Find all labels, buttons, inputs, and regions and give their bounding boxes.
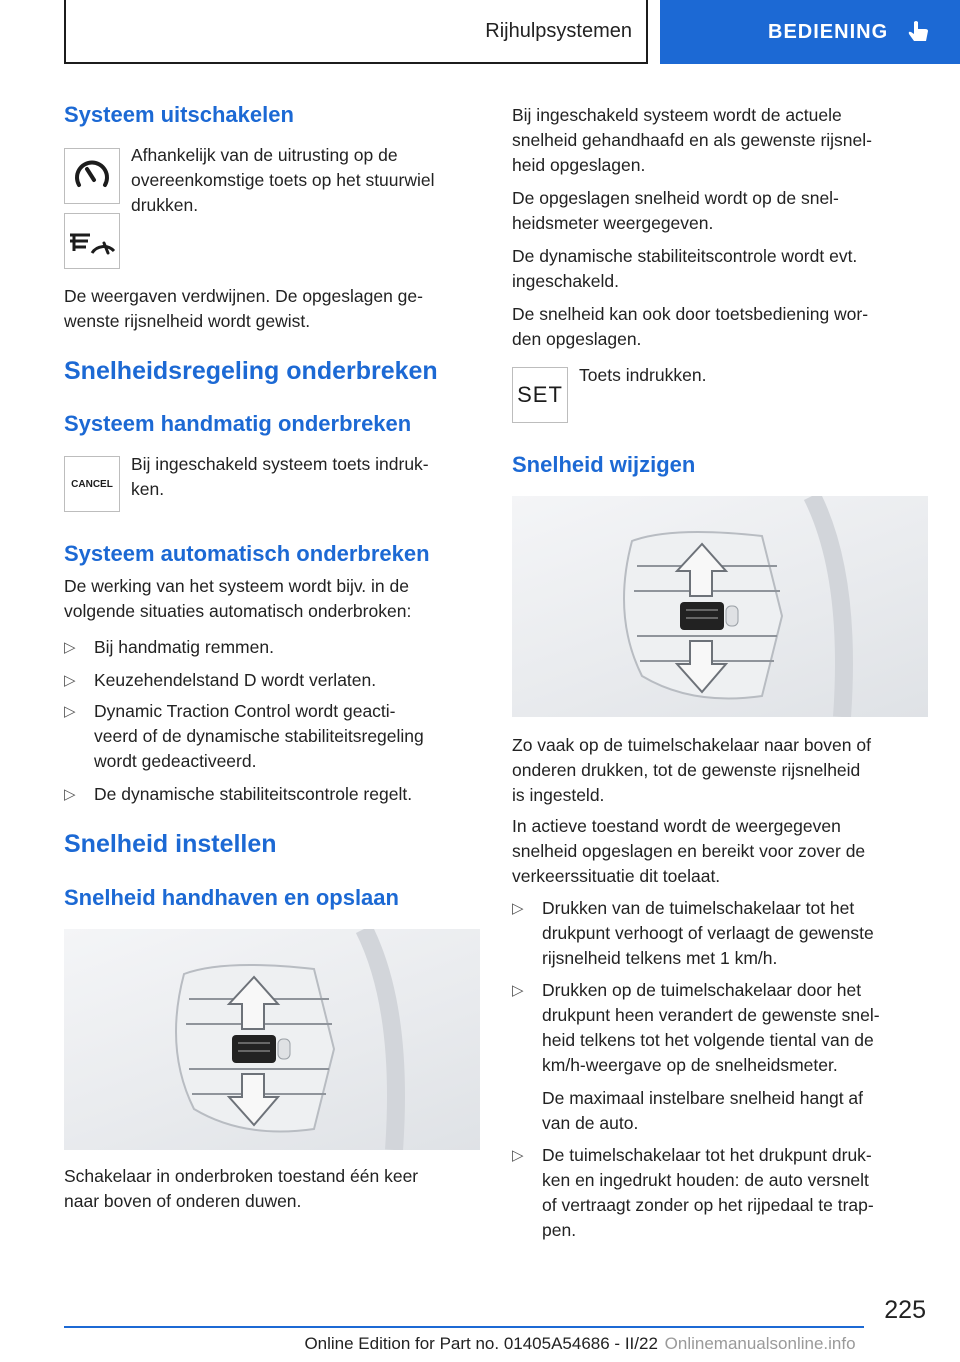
heading-snelheid-wijzigen: Snelheid wijzigen — [512, 452, 696, 477]
set-button-icon — [512, 367, 568, 423]
text-schakelaar: Schakelaar in onderbroken toestand één keer naar boven of onderen duwen. — [64, 1166, 419, 1211]
steering-wheel-switch-photo-left — [64, 929, 480, 1150]
bullet-triangle-icon: ▷ — [64, 786, 76, 803]
heading-snelheidsregeling-onderbreken: Snelheidsregeling onderbreken — [64, 357, 438, 385]
text-handmatig: Bij ingeschakeld systeem toets indruk- ken. — [131, 454, 429, 499]
text-actieve: In actieve toestand wordt de weergegeven snelheid opgeslagen en bereikt voor zover de verkeerssituatie dit toelaat. — [512, 816, 866, 886]
text-zovaak: Zo vaak op de tuimelschakelaar naar boven of onderen drukken, tot de gewenste rijsnelheid is ingesteld. — [512, 735, 871, 805]
heading-systeem-automatisch: Systeem automatisch onderbreken — [64, 541, 430, 566]
text-weergaven: De weergaven verdwijnen. De opgeslagen ge- wenste rijsnelheid wordt gewist. — [64, 286, 423, 331]
set-label: SET — [517, 382, 563, 407]
header-section-title: Rijhulpsystemen — [485, 19, 632, 42]
bullet-triangle-icon: ▷ — [64, 639, 76, 656]
text-dsc: De dynamische stabiliteitscontrole wordt evt. ingeschakeld. — [512, 246, 858, 291]
cancel-button-icon — [64, 456, 120, 512]
text-werking: De werking van het systeem wordt bijv. in de volgende situaties automatisch onderbroken: — [64, 576, 412, 621]
text-toets: De snelheid kan ook door toetsbediening wor- den opgeslagen. — [512, 304, 869, 349]
heading-systeem-handmatig: Systeem handmatig onderbreken — [64, 411, 412, 436]
heading-snelheid-handhaven: Snelheid handhaven en opslaan — [64, 885, 399, 910]
header-chapter-tab — [660, 0, 960, 64]
bullet-triangle-icon: ▷ — [512, 1147, 524, 1164]
footer-divider — [64, 1326, 864, 1328]
bullet-triangle-icon: ▷ — [512, 900, 524, 917]
hand-pointer-icon — [906, 19, 932, 45]
cancel-label: CANCEL — [71, 478, 113, 490]
text-maximaal: De maximaal instelbare snelheid hangt af van de auto. — [542, 1088, 864, 1133]
footer-edition: Online Edition for Part no. 01405A54686 - II/22 Onlinemanualsonline.info — [304, 1334, 856, 1353]
text-indrukken: Toets indrukken. — [579, 365, 707, 385]
cruise-control-car-icon — [64, 213, 120, 269]
header-section-box — [64, 0, 648, 64]
footer-watermark: Onlinemanualsonline.info — [664, 1334, 856, 1353]
bullet-triangle-icon: ▷ — [64, 703, 76, 720]
heading-snelheid-instellen: Snelheid instellen — [64, 830, 277, 858]
speedometer-off-icon — [64, 148, 120, 204]
heading-systeem-uitschakelen: Systeem uitschakelen — [64, 102, 294, 127]
page-number: 225 — [884, 1296, 926, 1324]
text-opgeslagen: De opgeslagen snelheid wordt op de snel- heidsmeter weergegeven. — [512, 188, 839, 233]
text-afhankelijk: Afhankelijk van de uitrusting op de overeenkomstige toets op het stuurwiel drukken. — [131, 145, 435, 215]
header-chapter-title: BEDIENING — [768, 20, 889, 43]
bullet-triangle-icon: ▷ — [64, 672, 76, 689]
bullet-triangle-icon: ▷ — [512, 982, 524, 999]
steering-wheel-switch-photo-right — [512, 496, 928, 717]
text-ingeschakeld: Bij ingeschakeld systeem wordt de actuele snelheid gehandhaafd en als gewenste rijsnel- heid opgeslagen. — [512, 105, 872, 175]
